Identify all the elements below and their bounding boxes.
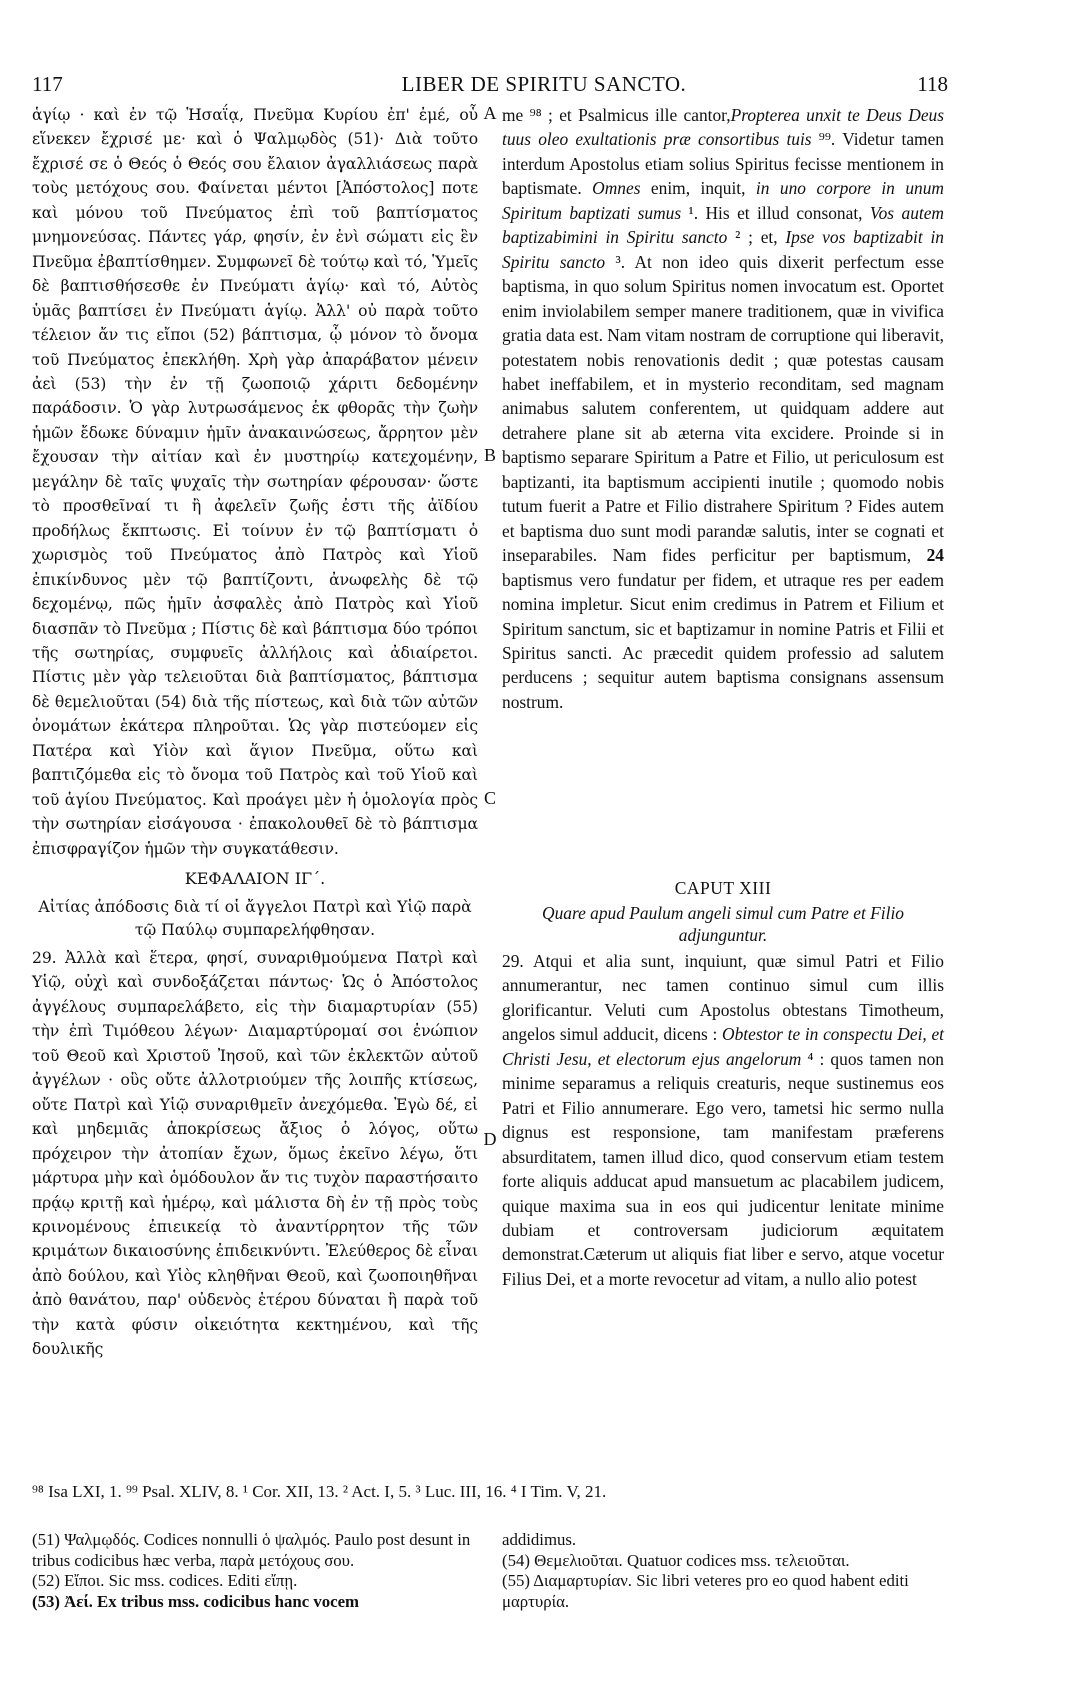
- latin-text: enim, inquit,: [640, 178, 756, 199]
- greek-chapter-heading: ΚΕΦΑΛΑΙΟΝ ΙΓ΄.: [184, 869, 326, 888]
- footnote-continuation: addidimus.: [502, 1530, 577, 1549]
- latin-quote: Omnes: [592, 178, 641, 199]
- footnote-53: (53) Ἀεί. Ex tribus mss. codicibus hanc vocem: [32, 1591, 360, 1611]
- page-number-left: 117: [32, 72, 63, 96]
- footnotes-left: [32, 1530, 472, 1612]
- scripture-references: ⁹⁸ Isa LXI, 1. ⁹⁹ Psal. XLIV, 8. ¹ Cor. XII, 13. ² Act. I, 5. ³ Luc. III, 16. ⁴ I Tim. V, 21.: [32, 1482, 607, 1501]
- latin-text: ⁹⁹. Videtur tamen interdum Apostolus etiam solius Spiritus fecisse mentionem in baptismate.: [502, 129, 944, 199]
- latin-chapter-subtitle: Quare apud Paulum angeli simul cum Patre et Filio adjunguntur.: [542, 903, 904, 945]
- latin-text: me ⁹⁸ ; et Psalmicus ille cantor,: [502, 105, 731, 125]
- latin-quote: Obtestor te in conspectu Dei, et Christi Jesu, et electorum ejus angelorum: [502, 1024, 945, 1069]
- greek-paragraph-2: 29. Ἀλλὰ καὶ ἕτερα, φησί, συναριθμούμενα Πατρὶ καὶ Υἱῷ, οὐχὶ καὶ συνδοξάζεται πάντως· Ὡς ὁ Ἀπόστολος ἀγγέλους συμπαρελάβετο, εἰς τὴν διαμαρτυρίαν (55) τὴν ἐπὶ Τιμόθεου λέγων· Διαμαρτύρομαί σοι ἐνώπιον τοῦ Θεοῦ καὶ Χριστοῦ Ἰησοῦ, καὶ τῶν ἐκλεκτῶν αὐτοῦ ἀγγέλων · οὓς οὔτε ἀλλοτριούμεν τῆς λοιπῆς κτίσεως, οὔτε Πατρὶ καὶ Υἱῷ συναριθμεῖν ἀνεχόμεθα. Ἐγὼ δέ, εἰ καὶ μηδεμιᾶς ἀποκρίσεως ἄξιος ὁ λόγος, οὕτω πρόχειρον τὴν ἀτοπίαν ἔχων, ὅμως ἐκεῖνο λέγω, ὅτι μάρτυρα μὴν καὶ ὁμόδουλον ἄν τις τυχὸν παραστήσαιτο πρᾴῳ κριτῇ καὶ ἡμέρῳ, καὶ μάλιστα δὴ ἐν τῇ πρὸς τοὺς κρινομένους ἐπιεικείᾳ τὸ ἀναντίρρητον τῆς τῶν κριμάτων δικαιοσύνης ἐπιδεικνύντι. Ἐλεύθερος δὲ εἶναι ἀπὸ δούλου, καὶ Υἱὸς κληθῆναι Θεοῦ, καὶ ζωοποιηθῆναι ἀπὸ θανάτου, παρ' οὐδενὸς ἑτέρου δύναται ἢ παρὰ τοῦ τὴν κατὰ φύσιν οἰκειότητα κεκτημένου, καὶ τῆς δουλικῆς: [32, 949, 478, 1359]
- latin-text: ¹. His et illud consonat,: [681, 202, 870, 223]
- latin-quote: Vos autem baptizabimini in Spiritu sancto: [502, 202, 944, 248]
- latin-text: 29. Atqui et alia sunt, inquiunt, quæ simul Patri et Filio annumerantur, nec tamen continuo simul cum illis glorificantur. Veluti cum Apostolus obtestans Timotheum, angelos simul adducit, dicens :: [502, 951, 944, 1045]
- latin-quote: Propterea unxit te Deus Deus tuus oleo exultationis præ consortibus tuis: [502, 105, 944, 150]
- running-title: LIBER DE SPIRITU SANCTO.: [401, 72, 687, 96]
- latin-paragraph-1: [502, 103, 944, 714]
- column-number: 24: [926, 545, 944, 566]
- page-number-right: 118: [917, 72, 948, 96]
- latin-text: ⁴ : quos tamen non minime separamus a reliquis creaturis, neque sustinemus eos Patri et Filio annumerare. Ego vero, tametsi hic sermo nulla dignus est responsione, tam manifestam præferens absurditatem, tamen illud dico, quod conservum etiam testem forte aliquis adducat apud mansuetum ac placabilem judicem, quique maxima sua in eos qui judicentur lenitate minime dubiam et controversam judiciorum æquitatem demonstrat.Cæterum ut aliquis fiat liber e servo, atque vocetur Filius Dei, et a morte revocetur ad vitam, a nullo alio potest: [502, 1048, 944, 1289]
- latin-quote: in uno corpore in unum Spiritum baptizati sumus: [502, 178, 944, 223]
- footnote-55: (55) Διαμαρτυρίαν. Sic libri veteres pro eo quod habent editi μαρτυρία.: [502, 1571, 909, 1611]
- margin-letter-d: D: [483, 1129, 497, 1149]
- footnote-51: (51) Ψαλμῳδός. Codices nonnulli ὁ ψαλμός. Paulo post desunt in tribus codicibus hæc verba, παρὰ μετόχους σου.: [32, 1530, 471, 1570]
- latin-paragraph-2: [502, 949, 944, 1291]
- greek-column-top: [32, 103, 478, 861]
- latin-text: ³. At non ideo quis dixerit perfectum esse baptisma, in quo solum Spiritus nomen invocatum est. Oportet enim inviolabilem semper manere traditionem, quæ in vivifica gratia data est. Nam vitam nostram de corruptione qui liberavit, potestatem nobis renovationis dedit ; quæ potestas causam habet ineffabilem, et in mysterio reconditam, sed magnam animabus salutem conferentem, ut quidquam addere aut detrahere plane sit ab æterna vita excidere. Proinde si in baptismo separare Spiritum a Patre et Filio, ut periculosum est baptizanti, ita baptismum accipienti inutile ; quomodo nobis tutum fuerit a Patre et Filio distrahere Spiritum ? Fides autem et baptisma duo sunt modi parandæ salutis, inter se cognati et inseparabiles. Nam fides perficitur per baptismum,: [502, 251, 944, 566]
- latin-quote: Ipse vos baptizabit in Spiritu sancto: [502, 227, 944, 272]
- margin-letter-b: B: [483, 445, 496, 465]
- margin-letter-c: C: [483, 788, 496, 808]
- greek-paragraph-1: ἁγίῳ · καὶ ἐν τῷ Ἡσαΐᾳ, Πνεῦμα Κυρίου ἐπ' ἐμέ, οὗ εἵνεκεν ἔχρισέ με· καὶ ὁ Ψαλμῳδὸς (51)· Διὰ τοῦτο ἔχρισέ σε ὁ Θεός ὁ Θεός σου ἔλαιον ἀγαλλιάσεως παρὰ τοὺς μετόχους σου. Φαίνεται μέντοι [Ἀπόστολος] ποτε καὶ μόνου τοῦ Πνεύματος ἐπὶ τοῦ βαπτίσματος μνημονεύσας. Πάντες γάρ, φησίν, ἐν ἑνὶ σώματι εἰς ἓν Πνεῦμα ἐβαπτίσθημεν. Συμφωνεῖ δὲ τούτῳ καὶ τό, Ὑμεῖς δὲ βαπτισθήσεσθε ἐν Πνεύματι ἁγίῳ· καὶ τό, Αὐτὸς ὑμᾶς βαπτίσει ἐν Πνεύματι ἁγίῳ. Ἀλλ' οὐ παρὰ τοῦτο τέλειον ἄν τις εἴποι (52) βάπτισμα, ᾧ μόνον τὸ ὄνομα τοῦ Πνεύματος ἐπεκλήθη. Χρὴ γὰρ ἀπαράβατον μένειν ἀεὶ (53) τὴν ἐν τῇ ζωοποιῷ χάριτι δεδομένην παράδοσιν. Ὁ γὰρ λυτρωσάμενος ἐκ φθορᾶς τὴν ζωὴν ἡμῶν ἔδωκε δύναμιν ἡμῖν ἀνακαινώσεως, ἄρρητον μὲν ἔχουσαν τὴν αἰτίαν καὶ ἐν μυστηρίῳ κατεχομένην, μεγάλην δὲ ταῖς ψυχαῖς τὴν σωτηρίαν φέρουσαν· ὥστε τὸ προσθεῖναί τι ἢ ἀφελεῖν ζωῆς ἐστι τῆς ἀϊδίου προδήλως ἔκπτωσις. Εἰ τοίνυν ἐν τῷ βαπτίσματι ὁ χωρισμὸς τοῦ Πνεύματος ἀπὸ Πατρὸς καὶ Υἱοῦ ἐπικίνδυνος μὲν τῷ βαπτίζοντι, ἀνωφελὴς δὲ τῷ δεχομένῳ, πῶς ἡμῖν ἀσφαλὲς ἀπὸ Πατρὸς καὶ Υἱοῦ διασπᾶν τὸ Πνεῦμα ; Πίστις δὲ καὶ βάπτισμα δύο τρόποι τῆς σωτηρίας, συμφυεῖς ἀλλήλοις καὶ ἀδιαίρετοι. Πίστις μὲν γὰρ τελειοῦται διὰ βαπτίσματος, βάπτισμα δὲ θεμελιοῦται (54) διὰ τῆς πίστεως, καὶ διὰ τῶν αὐτῶν ὀνομάτων ἑκάτερα πληροῦται. Ὡς γὰρ πιστεύομεν εἰς Πατέρα καὶ Υἱὸν καὶ ἅγιον Πνεῦμα, οὕτω καὶ βαπτιζόμεθα εἰς τὸ ὄνομα τοῦ Πατρὸς καὶ τοῦ Υἱοῦ καὶ τοῦ ἁγίου Πνεύματος. Καὶ προάγει μὲν ἡ ὁμολογία πρὸς τὴν σωτηρίαν εἰσάγουσα · ἐπακολουθεῖ δὲ τὸ βάπτισμα ἐπισφραγίζον ἡμῶν τὴν συγκατάθεσιν.: [32, 106, 478, 858]
- footnote-54: (54) Θεμελιοῦται. Quatuor codices mss. τελειοῦται.: [502, 1550, 850, 1570]
- margin-letter-a: A: [483, 103, 497, 123]
- latin-column-top: [502, 103, 944, 714]
- greek-chapter-subtitle: Αἰτίας ἀπόδοσις διὰ τί οἱ ἄγγελοι Πατρὶ καὶ Υἱῷ παρὰ τῷ Παύλῳ συμπαρελήφθησαν.: [38, 898, 472, 939]
- latin-text: ² ; et,: [727, 227, 786, 248]
- latin-chapter-heading: CAPUT XIII: [674, 878, 772, 898]
- latin-text: baptismus vero fundatur per fidem, et utraque res per eadem nomina impletur. Sicut enim credimus in Patrem et Filium et Spiritum sanctum, sic et baptizamur in nomine Patris et Filii et Spiritus sancti. Ac præcedit quidem professio ad salutem perducens ; sequitur autem baptisma consignans assensum nostrum.: [502, 569, 944, 712]
- footnote-52: (52) Εἴποι. Sic mss. codices. Editi εἴπῃ.: [32, 1571, 298, 1591]
- footnotes-right: [502, 1530, 944, 1612]
